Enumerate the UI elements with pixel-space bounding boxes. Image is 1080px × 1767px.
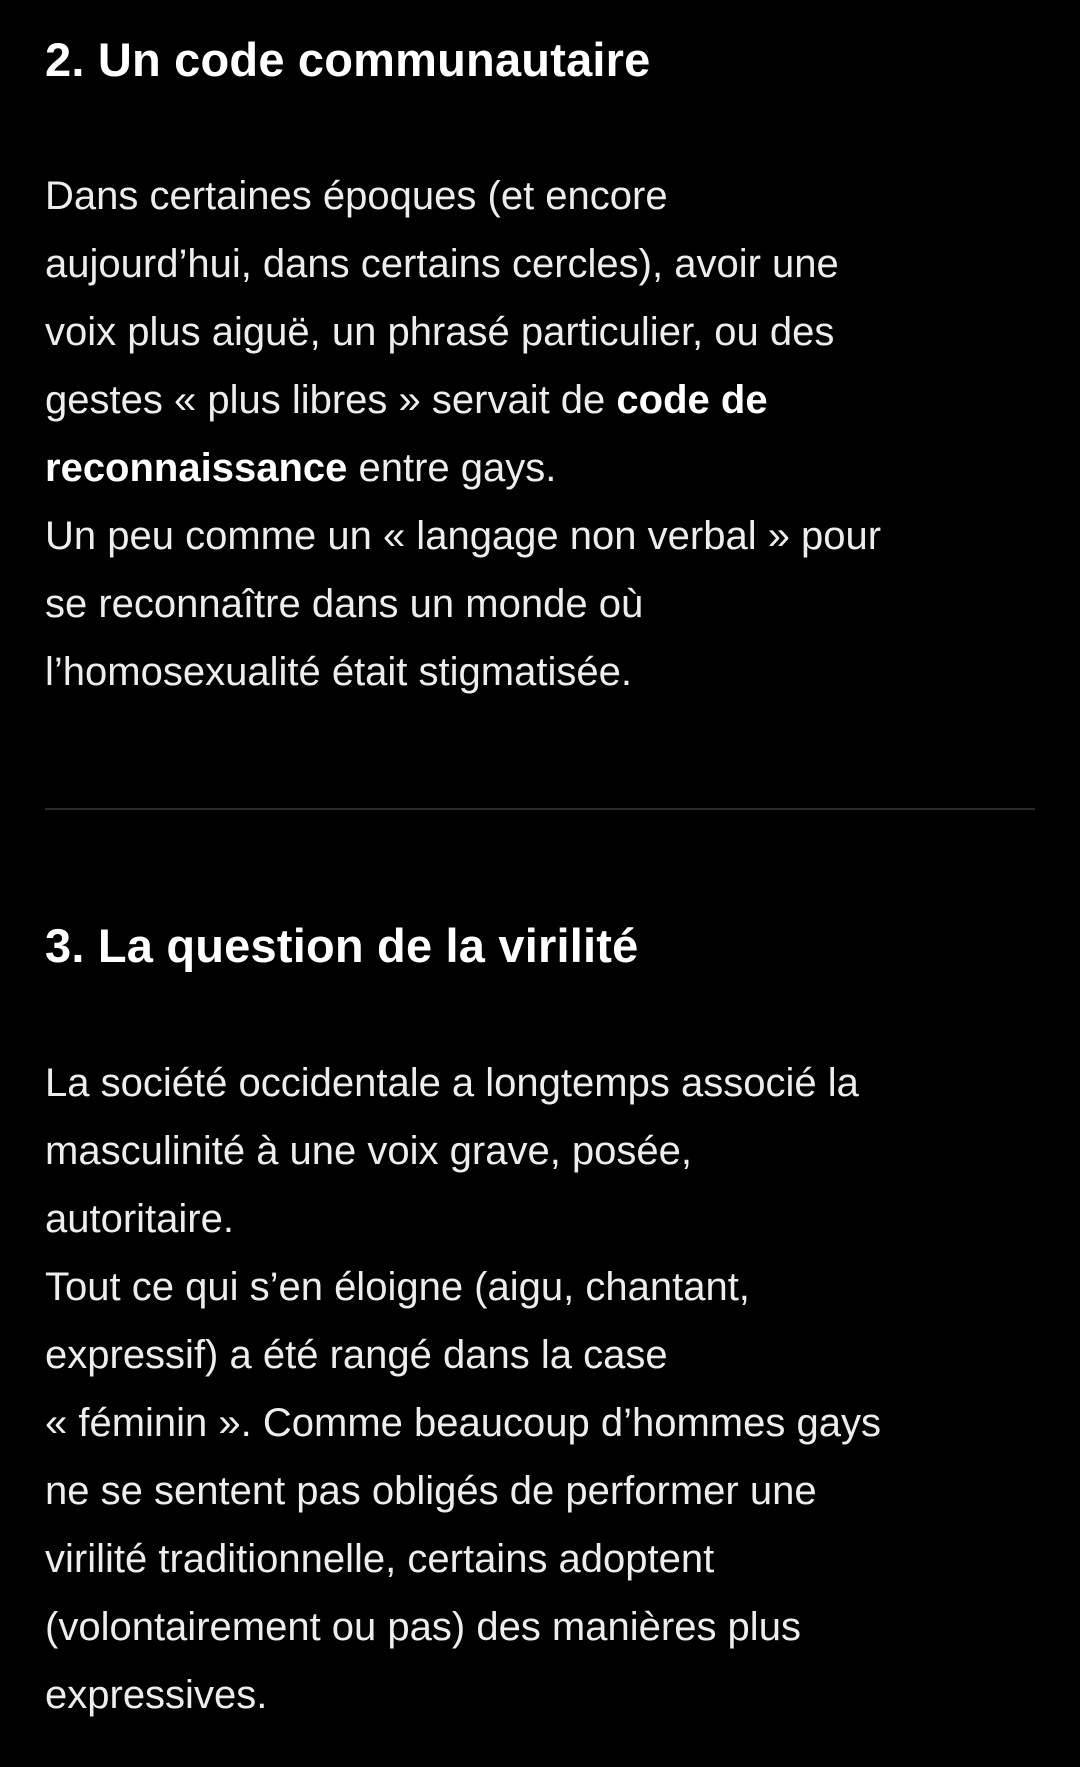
section-2-heading: 2. Un code communautaire	[45, 33, 651, 86]
section-3-line-7: ne se sentent pas obligés de performer une	[45, 1469, 817, 1513]
section-2-line-4-text: gestes « plus libres » servait de	[45, 378, 617, 422]
section-2-line-7: se reconnaître dans un monde où	[45, 582, 644, 626]
section-2-line-5-text: entre gays.	[347, 446, 557, 490]
section-3-line-1: La société occidentale a longtemps associé la	[45, 1061, 859, 1105]
section-3-line-5: expressif) a été rangé dans la case	[45, 1333, 668, 1377]
section-3-heading: 3. La question de la virilité	[45, 919, 639, 972]
section-2-line-5	[45, 434, 1045, 502]
section-3-body	[45, 1049, 1045, 1729]
section-2-line-6: Un peu comme un « langage non verbal » pour	[45, 514, 882, 558]
section-3-line-4: Tout ce qui s’en éloigne (aigu, chantant,	[45, 1265, 750, 1309]
section-3-line-6: « féminin ». Comme beaucoup d’hommes gays	[45, 1401, 881, 1445]
section-3-paragraph	[45, 1049, 1045, 1729]
section-divider	[45, 808, 1035, 810]
section-2-line-8: l’homosexualité était stigmatisée.	[45, 650, 632, 694]
section-3-line-8: virilité traditionnelle, certains adoptent	[45, 1537, 715, 1581]
section-3-line-2: masculinité à une voix grave, posée,	[45, 1129, 693, 1173]
section-2-body	[45, 162, 1045, 706]
section-2-line-4	[45, 366, 1045, 434]
section-3-line-3: autoritaire.	[45, 1197, 234, 1241]
section-2-line-2: aujourd’hui, dans certains cercles), avoir une	[45, 242, 839, 286]
bold-text-code-de: code de	[616, 378, 768, 422]
section-3-line-10: expressives.	[45, 1673, 268, 1717]
section-2-line-3: voix plus aiguë, un phrasé particulier, ou des	[45, 310, 835, 354]
section-2-paragraph	[45, 162, 1045, 706]
bold-text-reconnaissance: reconnaissance	[45, 446, 348, 490]
section-3-line-9: (volontairement ou pas) des manières plus	[45, 1605, 801, 1649]
section-2-line-1: Dans certaines époques (et encore	[45, 174, 668, 218]
